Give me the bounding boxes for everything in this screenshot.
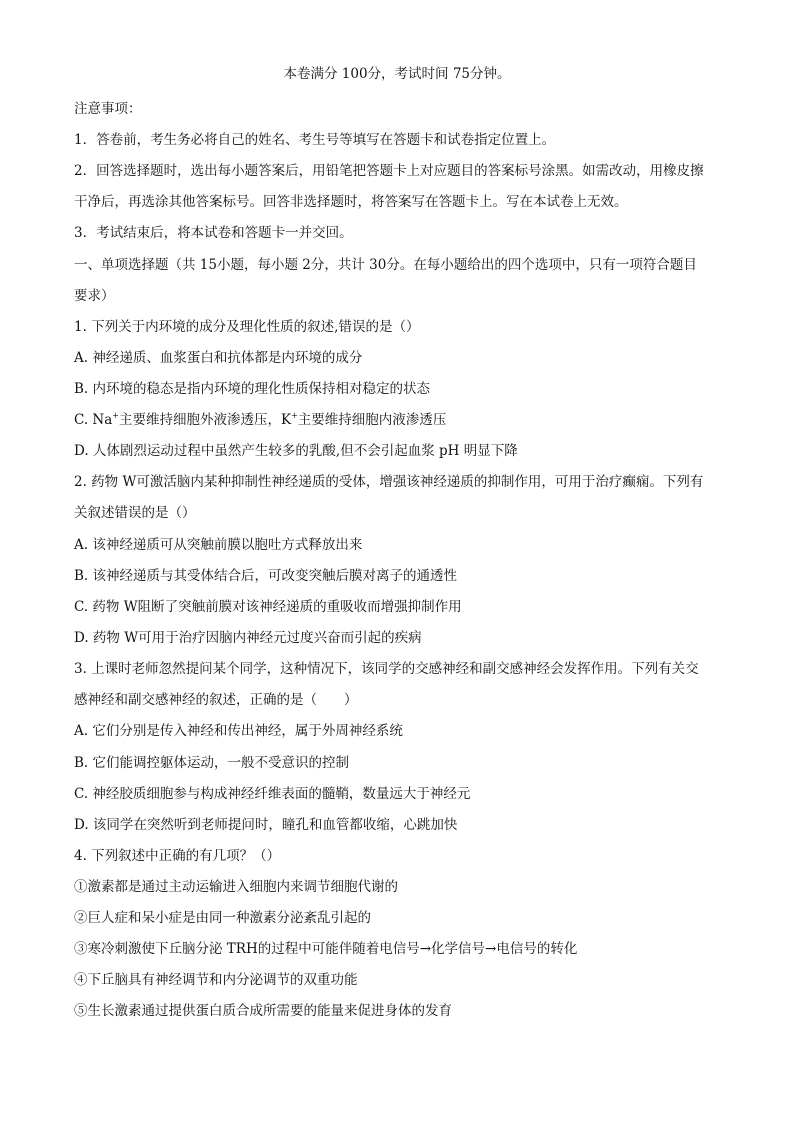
q2-option-d: D. 药物 W可用于治疗因脑内神经元过度兴奋而引起的疾病 bbox=[74, 630, 422, 646]
q2-stem: 2. 药物 W可激活脑内某种抑制性神经递质的受体，增强该神经递质的抑制作用，可用于治疗癫痫。下列有 bbox=[74, 474, 704, 490]
q4-statement-2: ②巨人症和呆小症是由同一种激素分泌紊乱引起的 bbox=[74, 910, 371, 926]
q2-stem-cont: 关叙述错误的是（） bbox=[74, 505, 196, 521]
q3-stem-cont: 感神经和副交感神经的叙述，正确的是（ ） bbox=[74, 692, 358, 708]
q1-option-c-suffix: 主要维持细胞内液渗透压 bbox=[297, 412, 447, 428]
q1-stem: 1. 下列关于内环境的成分及理化性质的叙述,错误的是（） bbox=[74, 319, 420, 335]
q4-statement-1: ①激素都是通过主动运输进入细胞内来调节细胞代谢的 bbox=[74, 879, 398, 895]
exam-info: 本卷满分 100分，考试时间 75分钟。 bbox=[283, 66, 511, 82]
q1-option-b: B. 内环境的稳态是指内环境的理化性质保持相对稳定的状态 bbox=[74, 381, 431, 397]
section-heading-cont: 要求） bbox=[74, 288, 115, 304]
q1-option-a: A. 神经递质、血浆蛋白和抗体都是内环境的成分 bbox=[74, 350, 363, 366]
note-item-3: 3．考试结束后，将本试卷和答题卡一并交回。 bbox=[74, 225, 353, 241]
note-item-2: 2．回答选择题时，选出每小题答案后，用铅笔把答题卡上对应题目的答案标号涂黑。如需改动，用橡皮擦 bbox=[74, 163, 704, 179]
q1-option-d: D. 人体剧烈运动过程中虽然产生较多的乳酸,但不会引起血浆 pH 明显下降 bbox=[74, 443, 518, 459]
section-heading: 一、单项选择题（共 15小题，每小题 2分，共计 30分。在每小题给出的四个选项中，只有一项符合题目 bbox=[74, 257, 697, 273]
q3-option-a: A. 它们分别是传入神经和传出神经，属于外周神经系统 bbox=[74, 723, 403, 739]
q3-option-c: C. 神经胶质细胞参与构成神经纤维表面的髓鞘，数量远大于神经元 bbox=[74, 786, 471, 802]
q4-statement-4: ④下丘脑具有神经调节和内分泌调节的双重功能 bbox=[74, 972, 358, 988]
q4-statement-3: ③寒冷刺激使下丘脑分泌 TRH的过程中可能伴随着电信号→化学信号→电信号的转化 bbox=[74, 941, 578, 957]
q1-option-c-mid: 主要维持细胞外液渗透压，K bbox=[119, 412, 292, 428]
q2-option-c: C. 药物 W阻断了突触前膜对该神经递质的重吸收而增强抑制作用 bbox=[74, 599, 462, 615]
note-item-1: 1．答卷前，考生务必将自己的姓名、考生号等填写在答题卡和试卷指定位置上。 bbox=[74, 132, 556, 148]
q4-statement-5: ⑤生长激素通过提供蛋白质合成所需要的能量来促进身体的发育 bbox=[74, 1003, 452, 1019]
q3-stem: 3. 上课时老师忽然提问某个同学，这种情况下，该同学的交感神经和副交感神经会发挥作用。下列有关交 bbox=[74, 661, 699, 677]
q3-option-d: D. 该同学在突然听到老师提问时，瞳孔和血管都收缩，心跳加快 bbox=[74, 817, 458, 833]
q1-option-c-sup2: + bbox=[291, 411, 298, 420]
q3-option-b: B. 它们能调控躯体运动，一般不受意识的控制 bbox=[74, 755, 350, 771]
q2-option-b: B. 该神经递质与其受体结合后，可改变突触后膜对离子的通透性 bbox=[74, 568, 458, 584]
q4-stem: 4. 下列叙述中正确的有几项？（） bbox=[74, 848, 281, 864]
q2-option-a: A. 该神经递质可从突触前膜以胞吐方式释放出来 bbox=[74, 537, 363, 553]
note-item-2-cont: 干净后，再选涂其他答案标号。回答非选择题时，将答案写在答题卡上。写在本试卷上无效。 bbox=[74, 194, 628, 210]
q1-option-c-sup1: + bbox=[112, 411, 119, 420]
q1-option-c-prefix: C. Na bbox=[74, 412, 113, 428]
notes-title: 注意事项： bbox=[74, 101, 142, 117]
q1-option-c bbox=[74, 410, 734, 430]
